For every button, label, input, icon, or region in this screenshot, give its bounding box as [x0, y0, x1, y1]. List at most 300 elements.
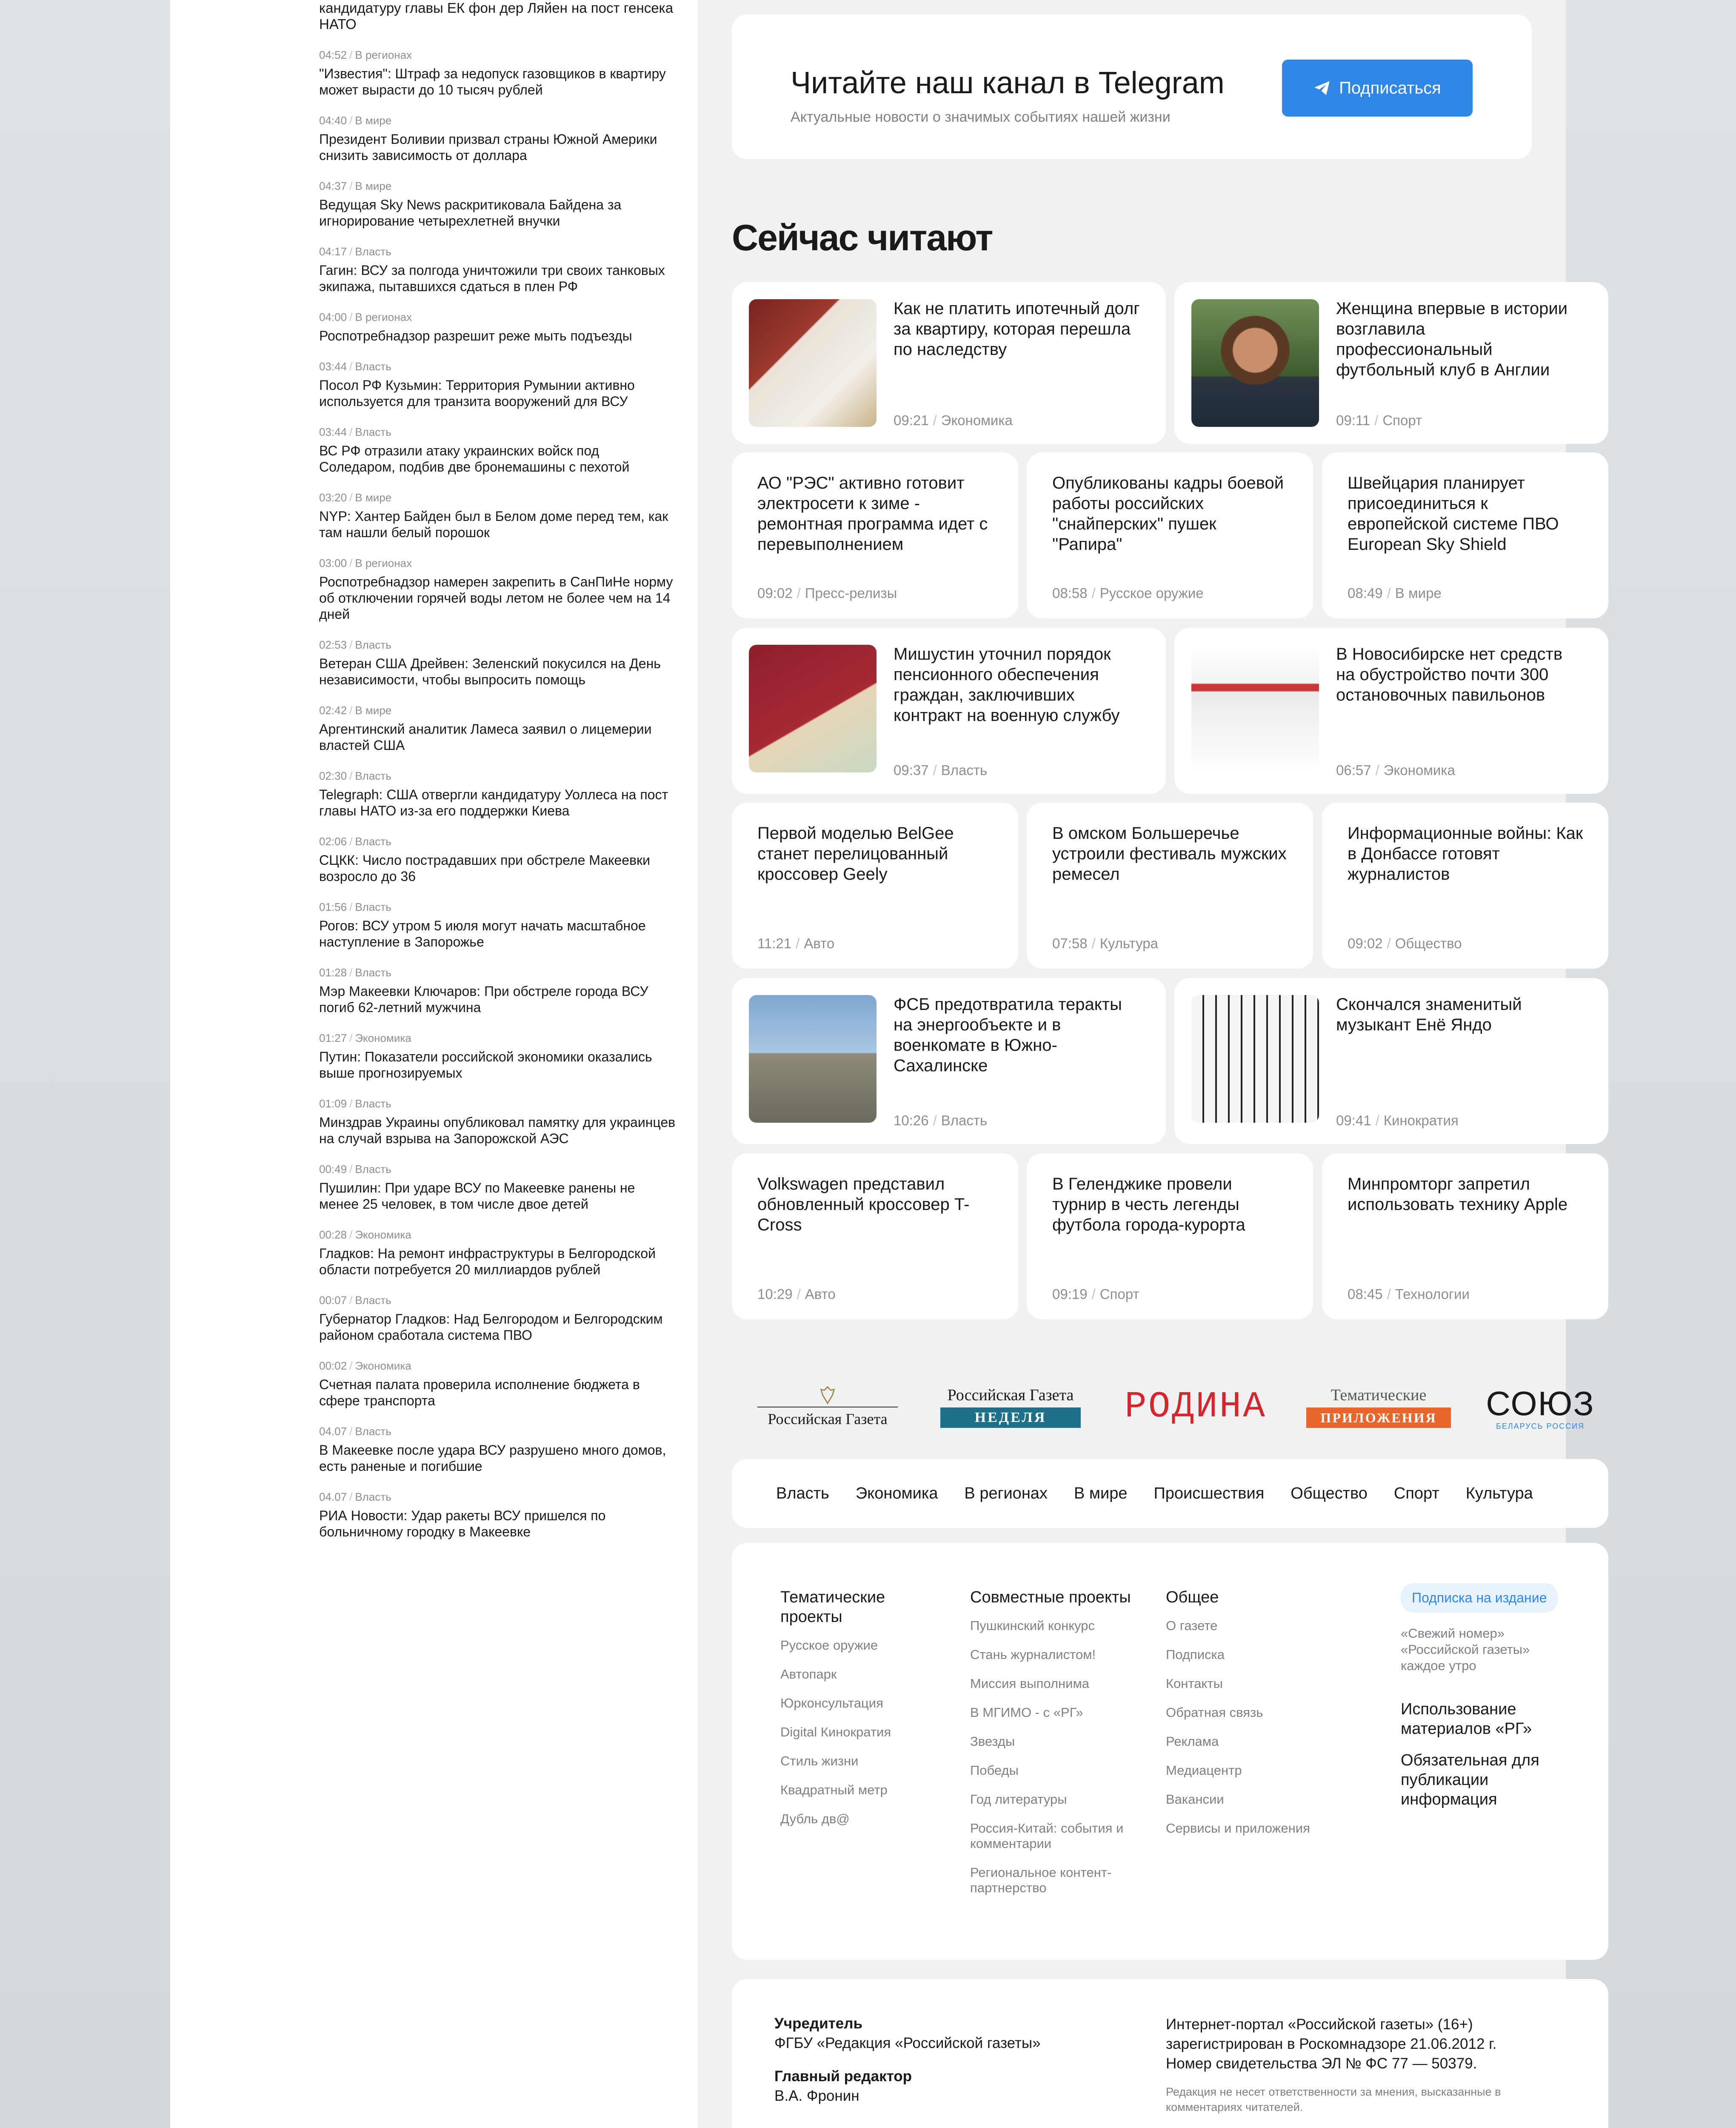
feed-item-rubric[interactable]: Власть — [355, 1425, 391, 1438]
meta-separator: / — [349, 557, 353, 569]
feed-item[interactable] — [319, 114, 677, 163]
feed-item-meta — [319, 966, 677, 979]
feed-item[interactable] — [319, 245, 677, 295]
feed-item-rubric[interactable]: В мире — [355, 704, 392, 717]
feed-item-title[interactable]: Ветеран США Дрейвен: Зеленский покусился на День независимости, чтобы выпросить помощь — [319, 656, 661, 687]
meta-separator: / — [796, 935, 800, 951]
feed-item[interactable] — [319, 1490, 677, 1540]
meta-separator: / — [349, 1359, 353, 1372]
footer-link[interactable]: Автопарк — [780, 1667, 837, 1682]
meta-separator: / — [349, 901, 353, 913]
news-thumbnail[interactable] — [1191, 299, 1319, 427]
feed-item-time: 01:27 — [319, 1032, 347, 1044]
feed-item-title[interactable]: ВС РФ отразили атаку украинских войск под Соледаром, подбив две бронемашины с пехотой — [319, 443, 630, 475]
portal-registration: Интернет-портал «Российской газеты» (16+) зарегистрирован в Роскомнадзоре 21.06.2012 г. Номер свидетельства ЭЛ № ФС 77 — 50379. — [1166, 2016, 1497, 2072]
founder-label: Учредитель — [774, 2015, 863, 2032]
news-card[interactable] — [732, 452, 1018, 618]
telegram-subtitle: Актуальные новости о значимых событиях нашей жизни — [791, 109, 1171, 125]
feed-item-meta — [319, 360, 677, 373]
feed-item[interactable] — [319, 557, 677, 622]
col-thematic-list — [780, 1638, 942, 1827]
feed-item-title[interactable]: Посол РФ Кузьмин: Территория Румынии активно используется для транзита вооружений для ВСУ — [319, 378, 635, 409]
news-feed-sidebar — [298, 0, 698, 2128]
feed-item[interactable] — [319, 1032, 677, 1081]
news-card[interactable] — [732, 628, 1166, 794]
meta-separator: / — [349, 704, 353, 717]
menu-item[interactable]: Культура — [1465, 1484, 1533, 1502]
feed-item[interactable] — [319, 704, 677, 753]
news-meta — [894, 1113, 987, 1129]
meta-separator: / — [1375, 1113, 1379, 1128]
feed-item-meta — [319, 1228, 677, 1241]
feed-item-rubric[interactable]: Власть — [355, 1163, 391, 1176]
logo-rg[interactable] — [757, 1385, 898, 1432]
col-subscribe — [1401, 1583, 1571, 1809]
news-meta — [1336, 412, 1422, 429]
feed-item-time: 02:53 — [319, 638, 347, 651]
feed-item-meta — [319, 1032, 677, 1044]
feed-item-rubric[interactable]: Экономика — [355, 1032, 411, 1044]
feed-item-title[interactable]: СЦКК: Число пострадавших при обстреле Макеевки возросло до 36 — [319, 852, 650, 884]
feed-item-title[interactable]: Telegraph: США отвергли кандидатуру Уоллеса на пост главы НАТО из-за его поддержки Киева — [319, 787, 668, 818]
feed-item-rubric[interactable]: В регионах — [355, 557, 412, 569]
feed-item[interactable] — [319, 491, 677, 541]
footer-link[interactable]: Год литературы — [970, 1792, 1067, 1807]
footer-link[interactable]: Медиацентр — [1166, 1763, 1242, 1778]
news-rubric[interactable]: Авто — [804, 935, 835, 951]
footer-link[interactable]: Реклама — [1166, 1734, 1219, 1749]
news-title[interactable]: Скончался знаменитый музыкант Енё Яндо — [1336, 995, 1522, 1034]
menu-item[interactable]: В регионах — [964, 1484, 1048, 1502]
footer-link[interactable]: Региональное контент-партнерство — [970, 1865, 1112, 1895]
logo-tem[interactable] — [1306, 1385, 1451, 1432]
meta-separator: / — [797, 585, 801, 601]
feed-item[interactable] — [319, 1359, 677, 1409]
news-meta — [757, 935, 834, 952]
news-rubric[interactable]: Технологии — [1395, 1286, 1470, 1302]
feed-item-meta — [319, 1425, 677, 1438]
menu-item[interactable]: Власть — [776, 1484, 829, 1502]
paper-plane-icon — [1313, 80, 1331, 96]
feed-item-time: 03:20 — [319, 491, 347, 504]
feed-item-rubric[interactable]: Власть — [355, 1294, 391, 1307]
col-general-list — [1166, 1618, 1345, 1836]
meta-separator: / — [349, 360, 353, 373]
feed-item-rubric[interactable]: Власть — [355, 1490, 391, 1503]
fresh-issue-link[interactable]: «Свежий номер» «Российской газеты» каждое утро — [1401, 1626, 1530, 1673]
emblem-icon — [819, 1385, 836, 1405]
news-thumbnail[interactable] — [749, 645, 877, 772]
menu-item[interactable]: Спорт — [1393, 1484, 1439, 1502]
news-meta — [1348, 585, 1442, 601]
footer-link[interactable]: Победы — [970, 1763, 1019, 1778]
meta-separator: / — [349, 1294, 353, 1307]
footer-link[interactable]: Сервисы и приложения — [1166, 1821, 1310, 1836]
meta-separator: / — [1374, 412, 1379, 428]
footer-link[interactable]: Digital Кинократия — [780, 1725, 891, 1739]
feed-item-title[interactable]: кандидатуру главы ЕК фон дер Ляйен на пост генсека НАТО — [319, 0, 674, 32]
news-rubric[interactable]: Экономика — [941, 412, 1013, 428]
copyright — [1166, 2126, 1532, 2128]
menu-item[interactable]: В мире — [1074, 1484, 1128, 1502]
logo-rgn-top: Российская Газета — [947, 1386, 1074, 1404]
news-rubric[interactable]: Власть — [941, 762, 988, 778]
feed-item-title[interactable]: Рогов: ВСУ утром 5 июля могут начать масштабное наступление в Запорожье — [319, 918, 646, 950]
news-card[interactable] — [1174, 282, 1608, 444]
news-card[interactable] — [732, 282, 1166, 444]
footer-link[interactable]: Звезды — [970, 1734, 1015, 1749]
feed-item[interactable] — [319, 901, 677, 950]
feed-item[interactable] — [319, 360, 677, 409]
news-thumbnail[interactable] — [749, 995, 877, 1123]
news-rubric[interactable]: Культура — [1099, 935, 1158, 951]
meta-separator: / — [349, 245, 353, 258]
feed-item-title[interactable]: Гагин: ВСУ за полгода уничтожили три своих танковых экипажа, пытавшихся сдаться в плен РФ — [319, 263, 665, 294]
feed-item-title[interactable]: РИА Новости: Удар ракеты ВСУ пришелся по больничному городку в Макеевке — [319, 1508, 606, 1539]
news-meta — [757, 585, 897, 601]
news-card[interactable] — [1027, 1153, 1313, 1319]
feed-item[interactable] — [319, 426, 677, 475]
feed-item-meta — [319, 49, 677, 61]
news-title[interactable]: Минпромторг запретил использовать технику Apple — [1348, 1175, 1568, 1214]
feed-item-rubric[interactable]: Власть — [355, 638, 391, 651]
news-meta — [1348, 935, 1462, 952]
col-thematic — [780, 1587, 942, 1840]
news-time: 08:45 — [1348, 1286, 1383, 1302]
footer-link[interactable]: Стиль жизни — [780, 1753, 859, 1768]
feed-item-title[interactable]: Путин: Показатели российской экономики оказались выше прогнозируемых — [319, 1049, 652, 1081]
editor-label: Главный редактор — [774, 2068, 912, 2085]
feed-item-meta — [319, 1097, 677, 1110]
feed-item-time: 02:06 — [319, 835, 347, 848]
partner-logos — [732, 1377, 1608, 1436]
feed-item-title[interactable]: Президент Боливии призвал страны Южной Америки снизить зависимость от доллара — [319, 132, 657, 163]
feed-item-time: 00:28 — [319, 1228, 347, 1241]
news-time: 07:58 — [1052, 935, 1088, 951]
footer-link[interactable]: Дубль дв@ — [780, 1811, 850, 1826]
footer-link[interactable]: Россия-Китай: события и комментарии — [970, 1821, 1124, 1851]
feed-item-meta — [319, 1359, 677, 1372]
feed-item-time: 00:02 — [319, 1359, 347, 1372]
footer-link[interactable]: Пушкинский конкурс — [970, 1618, 1095, 1633]
meta-separator: / — [349, 1163, 353, 1176]
footer-link[interactable]: Контакты — [1166, 1676, 1223, 1691]
col-general — [1166, 1587, 1345, 1850]
feed-item-rubric[interactable]: Власть — [355, 360, 391, 373]
news-rubric[interactable]: В мире — [1395, 585, 1442, 601]
telegram-subscribe-label: Подписаться — [1339, 78, 1441, 97]
news-card[interactable] — [1322, 452, 1608, 618]
feed-item[interactable] — [319, 49, 677, 98]
meta-separator: / — [349, 835, 353, 848]
news-thumbnail[interactable] — [1191, 645, 1319, 772]
logo-tem-bottom: ПРИЛОЖЕНИЯ — [1306, 1407, 1451, 1428]
feed-item-meta — [319, 114, 677, 127]
footer-link[interactable]: Миссия выполнима — [970, 1676, 1090, 1691]
news-time: 09:19 — [1052, 1286, 1088, 1302]
meta-separator: / — [349, 426, 353, 438]
news-title[interactable]: Volkswagen представил обновленный кроссовер T-Cross — [757, 1175, 970, 1234]
news-meta — [1052, 585, 1204, 601]
news-time: 09:02 — [1348, 935, 1383, 951]
meta-separator: / — [349, 311, 353, 323]
feed-item[interactable] — [319, 769, 677, 819]
feed-item[interactable] — [319, 835, 677, 884]
feed-item-time: 04.07 — [319, 1425, 347, 1438]
feed-item-meta — [319, 491, 677, 504]
feed-item-rubric[interactable]: Власть — [355, 1097, 391, 1110]
feed-item-rubric[interactable]: Власть — [355, 245, 391, 258]
footer-link[interactable]: Юрконсультация — [780, 1696, 883, 1710]
meta-separator: / — [933, 412, 937, 428]
left-margin — [170, 0, 298, 2128]
news-rubric[interactable]: Экономика — [1383, 762, 1455, 778]
news-title[interactable]: АО "РЭС" активно готовит электросети к зиме - ремонтная программа идет с перевыполнением — [757, 474, 988, 554]
feed-item-time: 03:00 — [319, 557, 347, 569]
feed-item-title[interactable]: Минздрав Украины опубликовал памятку для украинцев на случай взрыва на Запорожской АЭС — [319, 1115, 676, 1146]
feed-item-title[interactable]: В Макеевке после удара ВСУ разрушено много домов, есть раненые и погибшие — [319, 1442, 666, 1474]
news-rubric[interactable]: Русское оружие — [1099, 585, 1204, 601]
footer-link[interactable]: Вакансии — [1166, 1792, 1224, 1807]
menu-item[interactable]: Экономика — [855, 1484, 938, 1502]
usage-link[interactable]: Использование материалов «РГ» — [1401, 1700, 1532, 1738]
feed-item-meta — [319, 704, 677, 717]
logo-rg-nedelya[interactable] — [940, 1385, 1081, 1432]
logo-soyuz[interactable] — [1485, 1385, 1596, 1432]
rubric-menu — [732, 1459, 1608, 1528]
feed-item-title[interactable]: Губернатор Гладков: Над Белгородом и Белгородским районом сработала система ПВО — [319, 1311, 663, 1343]
news-card[interactable] — [1174, 628, 1608, 794]
news-card[interactable] — [1322, 1153, 1608, 1319]
feed-list — [319, 49, 677, 1540]
news-title[interactable]: В омском Большеречье устроили фестиваль мужских ремесел — [1052, 824, 1287, 884]
meta-separator: / — [349, 966, 353, 979]
meta-separator: / — [1091, 935, 1096, 951]
news-title[interactable]: Информационные войны: Как в Донбассе готовят журналистов — [1348, 824, 1583, 884]
feed-item-time: 02:30 — [319, 769, 347, 782]
feed-item-time: 04:40 — [319, 114, 347, 127]
news-meta — [1336, 762, 1455, 778]
news-meta — [894, 412, 1013, 429]
meta-separator: / — [349, 491, 353, 504]
logo-rgn-bottom: НЕДЕЛЯ — [940, 1407, 1081, 1428]
footer-link[interactable]: О газете — [1166, 1618, 1218, 1633]
col-thematic-title: Тематические проекты — [780, 1588, 885, 1626]
feed-item-meta — [319, 1490, 677, 1503]
feed-item-title[interactable]: Гладков: На ремонт инфраструктуры в Белгородской области потребуется 20 миллиардов рублей — [319, 1246, 656, 1277]
feed-item-rubric[interactable]: Власть — [355, 769, 391, 782]
feed-item-meta — [319, 426, 677, 438]
feed-item-time: 02:42 — [319, 704, 347, 717]
news-time: 10:26 — [894, 1113, 929, 1128]
feed-item[interactable] — [319, 638, 677, 688]
feed-item-meta — [319, 835, 677, 848]
footer-link[interactable]: Квадратный метр — [780, 1782, 888, 1797]
news-title[interactable]: Женщина впервые в истории возглавила профессиональный футбольный клуб в Англии — [1336, 299, 1568, 379]
meta-separator: / — [349, 180, 353, 192]
news-time: 09:02 — [757, 585, 793, 601]
footer-link[interactable]: Обратная связь — [1166, 1705, 1263, 1720]
feed-item-rubric[interactable]: В регионах — [355, 49, 412, 61]
feed-item-title[interactable]: Аргентинский аналитик Ламеса заявил о лицемерии властей США — [319, 721, 652, 753]
feed-item-time: 03:44 — [319, 426, 347, 438]
news-time: 09:21 — [894, 412, 929, 428]
meta-separator: / — [349, 1097, 353, 1110]
news-title[interactable]: Мишустин уточнил порядок пенсионного обеспечения граждан, заключивших контракт на военную службу — [894, 645, 1120, 725]
news-time: 08:49 — [1348, 585, 1383, 601]
news-card[interactable] — [1322, 803, 1608, 969]
meta-separator: / — [933, 762, 937, 778]
news-title[interactable]: Как не платить ипотечный долг за квартиру, которая перешла по наследству — [894, 299, 1140, 359]
subscribe-pill[interactable]: Подписка на издание — [1401, 1583, 1558, 1613]
news-rubric[interactable]: Спорт — [1099, 1286, 1139, 1302]
feed-item-time: 01:56 — [319, 901, 347, 913]
news-title[interactable]: В Геленджике провели турнир в честь легенды футбола города-курорта — [1052, 1175, 1245, 1234]
meta-separator: / — [1387, 935, 1391, 951]
meta-separator: / — [1387, 585, 1391, 601]
feed-item-title[interactable]: Роспотребнадзор разрешит реже мыть подъезды — [319, 328, 632, 343]
feed-item-time: 04.07 — [319, 1490, 347, 1503]
logo-rodina[interactable] — [1123, 1385, 1268, 1432]
telegram-subscribe-button[interactable] — [1282, 60, 1473, 117]
feed-item-rubric[interactable]: В мире — [355, 114, 392, 127]
news-card[interactable] — [732, 803, 1018, 969]
news-thumbnail[interactable] — [749, 299, 877, 427]
news-time: 09:41 — [1336, 1113, 1371, 1128]
feed-item-title[interactable]: Пушилин: При ударе ВСУ по Макеевке ранены не менее 25 человек, в том числе двое детей — [319, 1180, 635, 1212]
logo-tem-top: Тематические — [1331, 1386, 1427, 1404]
col-joint-list — [970, 1618, 1140, 1896]
news-card[interactable] — [1027, 452, 1313, 618]
news-title[interactable]: Швейцария планирует присоединиться к европейской системе ПВО European Sky Shield — [1348, 474, 1559, 554]
meta-separator: / — [1091, 1286, 1096, 1302]
news-title[interactable]: Опубликованы кадры боевой работы российских "снайперских" пушек "Рапира" — [1052, 474, 1284, 554]
mandatory-info-link[interactable]: Обязательная для публикации информация — [1401, 1751, 1539, 1808]
col-joint-title: Совместные проекты — [970, 1588, 1131, 1606]
news-rubric[interactable]: Кинократия — [1383, 1113, 1459, 1128]
logo-rodina-text: РОДИНА — [1125, 1386, 1267, 1427]
footer-link[interactable]: В МГИМО - с «РГ» — [970, 1705, 1083, 1720]
meta-separator: / — [933, 1113, 937, 1128]
disclaimer: Редакция не несет ответственности за мнения, высказанные в комментариях читателей. — [1166, 2085, 1501, 2114]
telegram-banner — [732, 14, 1532, 159]
footer-links — [732, 1543, 1608, 1960]
logo-soyuz-text: СОЮЗ — [1486, 1384, 1595, 1422]
meta-separator: / — [1387, 1286, 1391, 1302]
menu-item[interactable]: Происшествия — [1154, 1484, 1265, 1502]
telegram-title: Читайте наш канал в Telegram — [791, 66, 1225, 100]
news-title[interactable]: Первой моделью BelGee станет перелицованный кроссовер Geely — [757, 824, 954, 884]
feed-item-title[interactable]: Счетная палата проверила исполнение бюджета в сфере транспорта — [319, 1377, 640, 1408]
feed-item[interactable] — [319, 180, 677, 229]
logo-soyuz-sub: БЕЛАРУСЬ РОССИЯ — [1496, 1422, 1585, 1430]
meta-separator: / — [1375, 762, 1379, 778]
feed-item-rubric[interactable]: Власть — [355, 426, 391, 438]
feed-item-rubric[interactable]: Экономика — [355, 1359, 411, 1372]
news-rubric[interactable]: Пресс-релизы — [805, 585, 897, 601]
menu-item[interactable]: Общество — [1291, 1484, 1368, 1502]
feed-item-rubric[interactable]: В мире — [355, 180, 392, 192]
news-time: 10:29 — [757, 1286, 793, 1302]
news-meta — [1052, 1286, 1139, 1302]
feed-item-title[interactable]: Ведущая Sky News раскритиковала Байдена за игнорирование четырехлетней внучки — [319, 197, 622, 229]
feed-item-time: 04:17 — [319, 245, 347, 258]
feed-item-title[interactable]: Роспотребнадзор намерен закрепить в СанПиНе норму об отключении горячей воды летом не более чем на 14 дней — [319, 574, 673, 622]
footer-link[interactable]: Русское оружие — [780, 1638, 878, 1653]
meta-separator: / — [349, 1490, 353, 1503]
news-title[interactable]: ФСБ предотвратила теракты на энергообъекте и в военкомате в Южно-Сахалинске — [894, 995, 1122, 1075]
footer-link[interactable]: Стань журналистом! — [970, 1647, 1096, 1662]
news-meta — [757, 1286, 836, 1302]
news-rubric[interactable]: Власть — [941, 1113, 988, 1128]
feed-item[interactable] — [319, 1294, 677, 1343]
col-general-title: Общее — [1166, 1588, 1219, 1606]
feed-item-meta — [319, 1163, 677, 1176]
news-meta — [1052, 935, 1158, 952]
news-thumbnail[interactable] — [1191, 995, 1319, 1123]
news-card[interactable] — [1174, 978, 1608, 1144]
feed-item-meta — [319, 245, 677, 258]
feed-item[interactable] — [319, 1097, 677, 1147]
meta-separator: / — [349, 1032, 353, 1044]
feed-item-time: 04:52 — [319, 49, 347, 61]
news-rubric[interactable]: Авто — [805, 1286, 836, 1302]
section-title: Сейчас читают — [732, 217, 993, 258]
news-card[interactable] — [1027, 803, 1313, 969]
feed-item-time: 01:28 — [319, 966, 347, 979]
news-time: 09:11 — [1336, 412, 1371, 428]
footer-link[interactable]: Подписка — [1166, 1647, 1225, 1662]
feed-item-rubric[interactable]: Экономика — [355, 1228, 411, 1241]
meta-separator: / — [797, 1286, 801, 1302]
feed-item-time: 04:00 — [319, 311, 347, 323]
feed-item-meta — [319, 311, 677, 323]
feed-item-title[interactable]: NYP: Хантер Байден был в Белом доме перед тем, как там нашли белый порошок — [319, 509, 668, 540]
meta-separator: / — [349, 1425, 353, 1438]
feed-item[interactable] — [319, 966, 677, 1015]
feed-item-rubric[interactable]: Власть — [355, 901, 391, 913]
meta-separator: / — [349, 114, 353, 127]
news-card[interactable] — [732, 1153, 1018, 1319]
logo-rg-text: Российская Газета — [757, 1407, 898, 1428]
editor-value: В.А. Фронин — [774, 2088, 859, 2104]
feed-item-time: 00:07 — [319, 1294, 347, 1307]
feed-item-rubric[interactable]: В мире — [355, 491, 392, 504]
news-rubric[interactable]: Спорт — [1382, 412, 1422, 428]
feed-item-meta — [319, 1294, 677, 1307]
feed-item[interactable] — [319, 311, 677, 344]
news-card[interactable] — [732, 978, 1166, 1144]
feed-item-meta — [319, 769, 677, 782]
feed-item-rubric[interactable]: В регионах — [355, 311, 412, 323]
news-rubric[interactable]: Общество — [1395, 935, 1462, 951]
feed-item-rubric[interactable]: Власть — [355, 966, 391, 979]
feed-item-title[interactable]: "Известия": Штраф за недопуск газовщиков в квартиру может вырасти до 10 тысяч рублей — [319, 66, 666, 97]
page-container — [170, 0, 1595, 2128]
feed-item-time: 04:37 — [319, 180, 347, 192]
news-time: 09:37 — [894, 762, 929, 778]
feed-item[interactable] — [319, 1228, 677, 1278]
feed-item-meta — [319, 557, 677, 569]
news-title[interactable]: В Новосибирске нет средств на обустройство почти 300 остановочных павильонов — [1336, 645, 1563, 704]
meta-separator: / — [349, 1228, 353, 1241]
feed-item[interactable] — [319, 1163, 677, 1212]
feed-item[interactable] — [319, 1425, 677, 1474]
meta-separator: / — [1091, 585, 1096, 601]
feed-item-rubric[interactable]: Власть — [355, 835, 391, 848]
feed-item-title[interactable]: Мэр Макеевки Ключаров: При обстреле города ВСУ погиб 62-летний мужчина — [319, 984, 648, 1015]
news-time: 11:21 — [757, 935, 792, 951]
